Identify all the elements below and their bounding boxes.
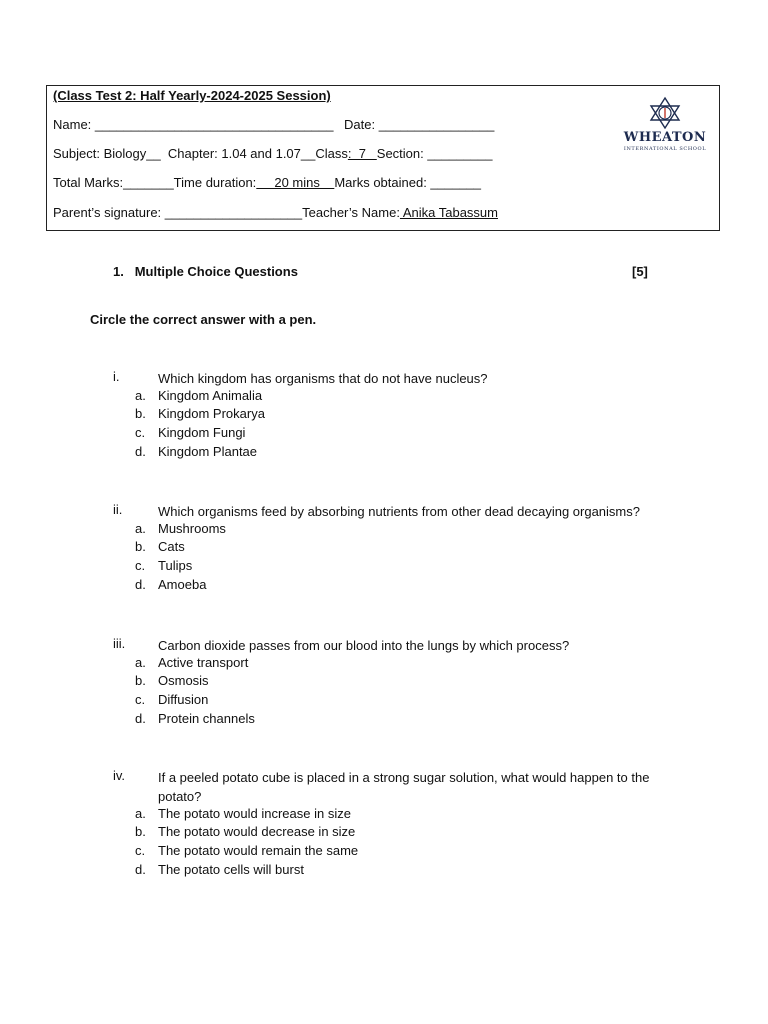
option-letter: a. [135,654,146,670]
question-text: Which organisms feed by absorbing nutrients from other dead decaying organisms? [158,504,640,519]
option-text[interactable]: The potato would increase in size [158,805,351,821]
subject-line [53,146,492,161]
option-text[interactable]: Amoeba [158,576,207,592]
option-letter: b. [135,673,146,689]
question-number: i. [113,369,120,384]
option-text[interactable]: The potato would remain the same [158,843,359,859]
logo-subtitle: INTERNATIONAL SCHOOL [623,146,707,152]
option-letter: d. [135,861,146,877]
option-letter: a. [135,805,146,821]
option-text[interactable]: Kingdom Prokarya [158,406,265,422]
option-text[interactable]: Kingdom Fungi [158,425,246,441]
option-text[interactable]: Osmosis [158,673,209,689]
option-text[interactable]: Kingdom Plantae [158,443,258,459]
teacher-name: Anika Tabassum [399,205,498,220]
marks-line [53,175,481,190]
class-value: : 7 [347,146,377,161]
option-letter: d. [135,443,146,459]
option-text[interactable]: The potato would decrease in size [158,824,356,840]
date-blank: ________________ [378,117,495,132]
section-number: 1. [113,264,124,279]
date-line [344,117,494,132]
school-emblem-icon [649,96,681,130]
question-number: iv. [113,768,126,783]
section-marks: [5] [632,264,648,279]
name-line [53,117,334,132]
total-marks-text: Total Marks:_______Time duration: [53,175,257,190]
question-text: If a peeled potato cube is placed in a strong sugar solution, what would happen to the potato? [158,770,650,804]
option-letter: c. [135,425,146,441]
option-letter: c. [135,843,146,859]
option-letter: a. [135,387,146,403]
option-letter: b. [135,824,146,840]
test-title: (Class Test 2: Half Yearly-2024-2025 Session) [53,88,331,103]
date-label: Date: [344,117,379,132]
question-text: Carbon dioxide passes from our blood into the lungs by which process? [158,638,570,653]
option-text[interactable]: Tulips [158,558,193,574]
section-title: Multiple Choice Questions [134,264,298,279]
signature-line [53,205,498,220]
duration-value: 20 mins [256,175,335,190]
question-number: ii. [113,502,123,517]
parent-signature-text: Parent’s signature: ___________________Teacher’s Name: [53,205,400,220]
option-text[interactable]: Cats [158,539,185,555]
option-letter: b. [135,406,146,422]
option-text[interactable]: The potato cells will burst [158,861,304,877]
option-text[interactable]: Kingdom Animalia [158,387,263,403]
question-text: Which kingdom has organisms that do not have nucleus? [158,371,488,386]
instruction-text: Circle the correct answer with a pen. [90,312,317,327]
section-heading [113,264,298,279]
option-text[interactable]: Mushrooms [158,520,226,536]
option-letter: c. [135,558,146,574]
name-label: Name: [53,117,95,132]
marks-obtained-text: Marks obtained: _______ [334,175,482,190]
name-blank: _________________________________ [94,117,334,132]
option-letter: d. [135,710,146,726]
logo-name: WHEATON [623,130,707,145]
option-text[interactable]: Protein channels [158,710,255,726]
option-letter: c. [135,692,146,708]
section-text: Section: _________ [376,146,493,161]
option-letter: b. [135,539,146,555]
option-letter: a. [135,520,146,536]
option-text[interactable]: Diffusion [158,692,209,708]
school-logo [621,96,709,156]
subject-text: Subject: Biology__ Chapter: 1.04 and 1.07__Class [53,146,348,161]
header-box [46,85,720,231]
question-number: iii. [113,636,126,651]
option-text[interactable]: Active transport [158,654,249,670]
option-letter: d. [135,576,146,592]
